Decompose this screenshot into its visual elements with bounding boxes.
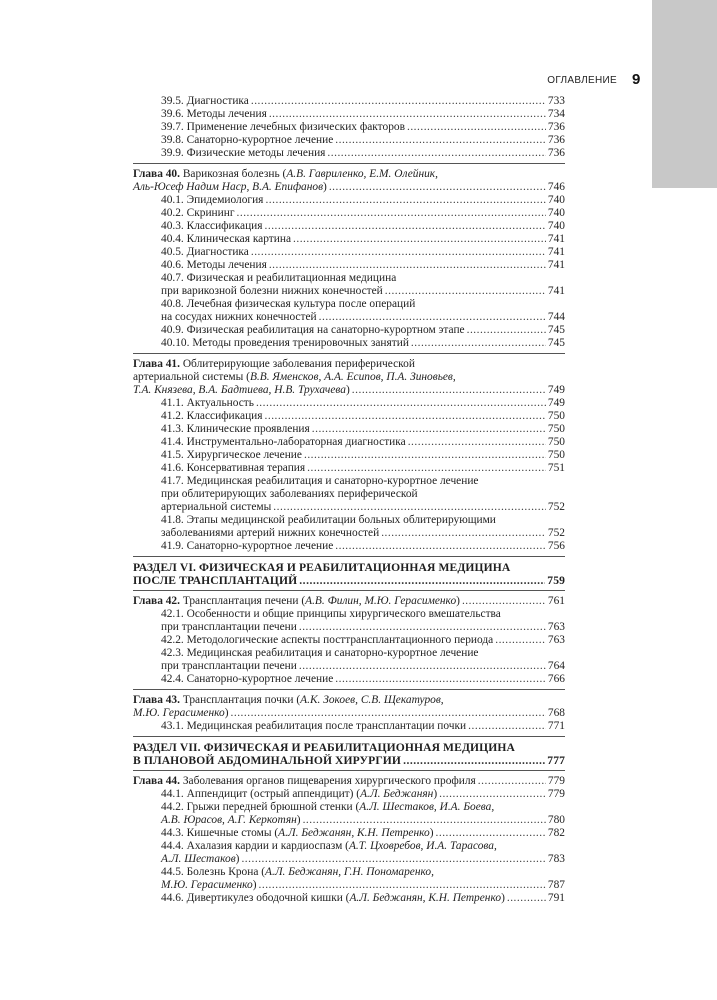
leader-dots	[293, 233, 546, 246]
toc-entry-text: артериальной системы	[161, 501, 272, 513]
toc-entry-line	[161, 879, 565, 892]
toc-item[interactable]	[133, 423, 565, 436]
toc-item[interactable]	[133, 246, 565, 259]
toc-entry-text: Аль-Юсеф Надим Наср, В.А. Епифанов)	[133, 181, 327, 193]
toc-entry-text: Т.А. Князева, В.А. Бадтиева, Н.В. Трухачева)	[133, 384, 350, 396]
toc-entry-text: 40.3. Классификация	[161, 220, 263, 232]
leader-dots	[265, 220, 546, 233]
leader-dots	[507, 892, 546, 905]
toc-entry-line	[161, 410, 565, 423]
toc-entry-text: 41.3. Клинические проявления	[161, 423, 310, 435]
toc-entry-line	[161, 324, 565, 337]
toc-entry-text: 41.1. Актуальность	[161, 397, 254, 409]
leader-dots	[312, 423, 546, 436]
toc-page-number: 787	[547, 879, 565, 891]
toc-entry-text: 40.10. Методы проведения тренировочных занятий	[161, 337, 409, 349]
toc-entry-line	[133, 754, 565, 767]
leader-dots	[478, 775, 546, 788]
leader-dots	[251, 246, 546, 259]
toc-entry-line	[161, 220, 565, 233]
leader-dots	[273, 501, 546, 514]
leader-dots	[299, 621, 546, 634]
leader-dots	[495, 634, 546, 647]
toc-entry-text: А.В. Юрасов, А.Г. Керкотян)	[161, 814, 301, 826]
toc-entry-line	[161, 673, 565, 686]
toc-item[interactable]	[133, 514, 565, 540]
toc-entry-text: артериальной системы (В.В. Яменсков, А.А. Есипов, П.А. Зиновьев,	[133, 371, 456, 383]
toc-entry-text: 40.4. Клиническая картина	[161, 233, 292, 245]
toc-page-number: 750	[547, 436, 565, 448]
leader-dots	[385, 285, 546, 298]
section-divider	[133, 770, 565, 771]
leader-dots	[462, 595, 546, 608]
leader-dots	[436, 827, 546, 840]
toc-entry-text: 44.3. Кишечные стомы (А.Л. Беджанян, К.Н. Петренко)	[161, 827, 434, 839]
leader-dots	[411, 337, 546, 350]
toc-entry-text: 40.5. Диагностика	[161, 246, 249, 258]
toc-item[interactable]	[133, 892, 565, 905]
toc-item[interactable]	[133, 462, 565, 475]
toc-entry-text: при трансплантации печени	[161, 621, 297, 633]
leader-dots	[241, 853, 545, 866]
toc-item[interactable]	[133, 233, 565, 246]
leader-dots	[256, 397, 546, 410]
toc-page-number: 746	[547, 181, 565, 193]
toc-entry-line	[133, 595, 565, 608]
toc-entry-text: А.Л. Шестаков)	[161, 853, 240, 865]
toc-page-number: 736	[547, 134, 565, 146]
toc-entry-text: 40.2. Скрининг	[161, 207, 235, 219]
toc-entry-text: при варикозной болезни нижних конечностей	[161, 285, 383, 297]
leader-dots	[335, 540, 546, 553]
toc-chapter[interactable]	[133, 358, 565, 397]
toc-entry-line	[161, 108, 565, 121]
page-number: 9	[632, 71, 641, 88]
toc-page-number: 744	[547, 311, 565, 323]
toc-entry-text: 39.9. Физические методы лечения	[161, 147, 326, 159]
toc-page-number: 791	[547, 892, 565, 904]
toc-section-heading[interactable]	[133, 561, 565, 587]
toc-page-number: 736	[547, 121, 565, 133]
toc-entry-text: 42.1. Особенности и общие принципы хирургического вмешательства	[161, 608, 501, 620]
toc-item[interactable]	[133, 410, 565, 423]
toc-item[interactable]	[133, 147, 565, 160]
toc-page-number: 752	[547, 527, 565, 539]
toc-entry-text: 42.3. Медицинская реабилитация и санаторно-курортное лечение	[161, 647, 479, 659]
toc-item[interactable]	[133, 298, 565, 324]
leader-dots	[329, 181, 546, 194]
toc-page-number: 763	[547, 634, 565, 646]
toc-item[interactable]	[133, 475, 565, 514]
leader-dots	[335, 673, 546, 686]
toc-entry-line	[133, 775, 565, 788]
header-section-label: ОГЛАВЛЕНИЕ	[547, 75, 617, 86]
toc-entry-text: 43.1. Медицинская реабилитация после трансплантации почки	[161, 720, 467, 732]
toc-entry-line	[161, 147, 565, 160]
chapter-label: Глава 44.	[133, 775, 183, 787]
leader-dots	[467, 324, 546, 337]
toc-page-number: 750	[547, 410, 565, 422]
toc-entry-line	[161, 436, 565, 449]
chapter-label: Глава 42.	[133, 595, 183, 607]
toc-chapter[interactable]	[133, 168, 565, 194]
toc-page-number: 741	[547, 233, 565, 245]
toc-page-number: 745	[547, 337, 565, 349]
toc-page-number: 741	[547, 259, 565, 271]
section-divider	[133, 689, 565, 690]
toc-entry-text: РАЗДЕЛ VII. ФИЗИЧЕСКАЯ И РЕАБИЛИТАЦИОННАЯ МЕДИЦИНА	[133, 741, 515, 754]
toc-section-heading[interactable]	[133, 741, 565, 767]
toc-entry-line	[133, 384, 565, 397]
toc-entry-text: 40.9. Физическая реабилитация на санаторно-курортном этапе	[161, 324, 465, 336]
toc-chapter[interactable]	[133, 775, 565, 788]
toc-entry-line	[161, 827, 565, 840]
toc-entry-line	[133, 181, 565, 194]
toc-entry-line	[161, 337, 565, 350]
chapter-label: Глава 41.	[133, 358, 183, 370]
toc-page-number: 768	[547, 707, 565, 719]
section-divider	[133, 736, 565, 737]
toc-item[interactable]	[133, 95, 565, 108]
section-divider	[133, 163, 565, 164]
section-divider	[133, 556, 565, 557]
toc-item[interactable]	[133, 449, 565, 462]
toc-entry-text: В ПЛАНОВОЙ АБДОМИНАЛЬНОЙ ХИРУРГИИ	[133, 754, 402, 767]
toc-entry-text: РАЗДЕЛ VI. ФИЗИЧЕСКАЯ И РЕАБИЛИТАЦИОННАЯ МЕДИЦИНА	[133, 561, 511, 574]
toc-page-number: 780	[547, 814, 565, 826]
leader-dots	[303, 814, 546, 827]
toc-page-number: 779	[547, 775, 565, 787]
leader-dots	[407, 121, 546, 134]
toc-entry-text: М.Ю. Герасименко)	[161, 879, 257, 891]
toc-page-number: 782	[547, 827, 565, 839]
toc-entry-line	[133, 707, 565, 720]
toc-item[interactable]	[133, 397, 565, 410]
table-of-contents	[133, 95, 565, 905]
leader-dots	[319, 311, 546, 324]
toc-page-number: 783	[547, 853, 565, 865]
toc-page-number: 749	[547, 397, 565, 409]
toc-entry-line	[161, 95, 565, 108]
leader-dots	[237, 207, 546, 220]
leader-dots	[269, 108, 546, 121]
leader-dots	[231, 707, 546, 720]
toc-item[interactable]	[133, 801, 565, 827]
section-divider	[133, 590, 565, 591]
toc-item[interactable]	[133, 220, 565, 233]
toc-entry-text: 39.6. Методы лечения	[161, 108, 267, 120]
leader-dots	[265, 194, 545, 207]
toc-item[interactable]	[133, 608, 565, 634]
toc-item[interactable]	[133, 720, 565, 733]
toc-item[interactable]	[133, 194, 565, 207]
toc-page-number: 777	[547, 754, 565, 767]
leader-dots	[352, 384, 546, 397]
toc-page-number: 763	[547, 621, 565, 633]
toc-entry-text: Глава 44. Заболевания органов пищеварения хирургического профиля	[133, 775, 476, 787]
toc-page-number: 740	[547, 220, 565, 232]
toc-entry-text: 41.9. Санаторно-курортное лечение	[161, 540, 334, 552]
toc-entry-text: Глава 43. Трансплантация почки (А.К. Зокоев, С.В. Щекатуров,	[133, 694, 444, 706]
toc-page-number: 741	[547, 285, 565, 297]
toc-item[interactable]	[133, 337, 565, 350]
toc-entry-text: 41.2. Классификация	[161, 410, 263, 422]
toc-entry-text: Глава 40. Варикозная болезнь (А.В. Гавриленко, Е.М. Олейник,	[133, 168, 438, 180]
toc-entry-line	[161, 311, 565, 324]
toc-page-number: 759	[547, 574, 565, 587]
toc-entry-line	[133, 574, 565, 587]
leader-dots	[381, 527, 546, 540]
toc-item[interactable]	[133, 108, 565, 121]
toc-item[interactable]	[133, 827, 565, 840]
toc-page-number: 741	[547, 246, 565, 258]
leader-dots	[299, 660, 546, 673]
toc-entry-line	[161, 788, 565, 801]
toc-entry-text: 44.4. Ахалазия кардии и кардиоспазм (А.Т. Цховребов, И.А. Тарасова,	[161, 840, 497, 852]
toc-entry-text: Глава 41. Облитерирующие заболевания периферической	[133, 358, 415, 370]
toc-entry-text: М.Ю. Герасименко)	[133, 707, 229, 719]
toc-item[interactable]	[133, 207, 565, 220]
toc-entry-line	[161, 134, 565, 147]
toc-entry-text: 42.2. Методологические аспекты посттрансплантационного периода	[161, 634, 494, 646]
toc-entry-line	[161, 462, 565, 475]
toc-entry-text: 42.4. Санаторно-курортное лечение	[161, 673, 334, 685]
toc-entry-line	[161, 527, 565, 540]
toc-chapter[interactable]	[133, 694, 565, 720]
toc-page-number: 749	[547, 384, 565, 396]
toc-entry-text: ПОСЛЕ ТРАНСПЛАНТАЦИЙ	[133, 574, 298, 587]
toc-item[interactable]	[133, 121, 565, 134]
toc-entry-text: 44.1. Аппендицит (острый аппендицит) (А.Л. Беджанян)	[161, 788, 438, 800]
toc-entry-text: при облитерирующих заболеваниях периферической	[161, 488, 418, 500]
toc-entry-line	[161, 634, 565, 647]
toc-entry-text: 40.8. Лечебная физическая культура после операций	[161, 298, 416, 310]
toc-page-number: 764	[547, 660, 565, 672]
toc-entry-line	[161, 720, 565, 733]
toc-entry-line	[161, 853, 565, 866]
toc-page-number: 761	[547, 595, 565, 607]
toc-page-number: 734	[547, 108, 565, 120]
toc-item[interactable]	[133, 259, 565, 272]
toc-entry-line	[161, 194, 565, 207]
leader-dots	[251, 95, 546, 108]
toc-entry-line	[161, 285, 565, 298]
toc-entry-line	[161, 207, 565, 220]
toc-entry-line	[161, 540, 565, 553]
toc-entry-text: 39.5. Диагностика	[161, 95, 249, 107]
leader-dots	[269, 259, 546, 272]
toc-entry-text: 41.7. Медицинская реабилитация и санаторно-курортное лечение	[161, 475, 479, 487]
toc-page-number: 779	[547, 788, 565, 800]
toc-entry-line	[161, 621, 565, 634]
toc-entry-text: Глава 42. Трансплантация печени (А.В. Филин, М.Ю. Герасименко)	[133, 595, 460, 607]
toc-entry-text: 41.6. Консервативная терапия	[161, 462, 306, 474]
toc-entry-text: 44.2. Грыжи передней брюшной стенки (А.Л. Шестаков, И.А. Боева,	[161, 801, 495, 813]
toc-item[interactable]	[133, 324, 565, 337]
toc-entry-text: 40.7. Физическая и реабилитационная медицина	[161, 272, 397, 284]
toc-page-number: 740	[547, 194, 565, 206]
toc-page-number: 750	[547, 449, 565, 461]
toc-item[interactable]	[133, 866, 565, 892]
toc-entry-line	[161, 246, 565, 259]
toc-entry-text: 44.6. Дивертикулез ободочной кишки (А.Л. Беджанян, К.Н. Петренко)	[161, 892, 505, 904]
toc-page-number: 771	[547, 720, 565, 732]
chapter-tab-marker	[652, 0, 717, 188]
toc-entry-text: 41.5. Хирургическое лечение	[161, 449, 302, 461]
toc-item[interactable]	[133, 272, 565, 298]
leader-dots	[468, 720, 546, 733]
toc-entry-line	[161, 660, 565, 673]
leader-dots	[403, 754, 545, 767]
leader-dots	[299, 574, 545, 587]
toc-entry-text: заболеваниями артерий нижних конечностей	[161, 527, 380, 539]
toc-entry-line	[161, 259, 565, 272]
leader-dots	[408, 436, 546, 449]
toc-entry-text: 44.5. Болезнь Крона (А.Л. Беджанян, Г.Н. Пономаренко,	[161, 866, 434, 878]
toc-entry-line	[161, 449, 565, 462]
toc-entry-text: при трансплантации печени	[161, 660, 297, 672]
toc-item[interactable]	[133, 673, 565, 686]
toc-page-number: 736	[547, 147, 565, 159]
leader-dots	[335, 134, 546, 147]
toc-entry-line	[161, 501, 565, 514]
toc-entry-text: 40.6. Методы лечения	[161, 259, 267, 271]
toc-item[interactable]	[133, 788, 565, 801]
toc-entry-text: 41.4. Инструментально-лабораторная диагностика	[161, 436, 406, 448]
toc-item[interactable]	[133, 634, 565, 647]
leader-dots	[265, 410, 546, 423]
toc-page-number: 733	[547, 95, 565, 107]
toc-page-number: 752	[547, 501, 565, 513]
toc-chapter[interactable]	[133, 595, 565, 608]
leader-dots	[439, 788, 546, 801]
toc-item[interactable]	[133, 540, 565, 553]
toc-entry-text: 40.1. Эпидемиология	[161, 194, 264, 206]
toc-entry-line	[161, 423, 565, 436]
toc-page-number: 740	[547, 207, 565, 219]
toc-entry-text: 39.7. Применение лечебных физических факторов	[161, 121, 405, 133]
toc-item[interactable]	[133, 840, 565, 866]
toc-entry-text: на сосудах нижних конечностей	[161, 311, 317, 323]
toc-entry-text: 39.8. Санаторно-курортное лечение	[161, 134, 334, 146]
chapter-label: Глава 40.	[133, 168, 183, 180]
toc-entry-line	[161, 892, 565, 905]
toc-page-number: 750	[547, 423, 565, 435]
toc-page-number: 756	[547, 540, 565, 552]
toc-entry-line	[161, 233, 565, 246]
toc-entry-text: 41.8. Этапы медицинской реабилитации больных облитерирующими	[161, 514, 496, 526]
toc-entry-line	[161, 814, 565, 827]
toc-entry-line	[161, 121, 565, 134]
toc-page-number: 745	[547, 324, 565, 336]
toc-item[interactable]	[133, 647, 565, 673]
section-divider	[133, 353, 565, 354]
toc-page-number: 766	[547, 673, 565, 685]
toc-item[interactable]	[133, 134, 565, 147]
running-header	[0, 71, 717, 93]
leader-dots	[304, 449, 546, 462]
toc-page-number: 751	[547, 462, 565, 474]
leader-dots	[327, 147, 546, 160]
leader-dots	[307, 462, 546, 475]
leader-dots	[259, 879, 546, 892]
toc-item[interactable]	[133, 436, 565, 449]
chapter-label: Глава 43.	[133, 694, 183, 706]
toc-entry-line	[161, 397, 565, 410]
